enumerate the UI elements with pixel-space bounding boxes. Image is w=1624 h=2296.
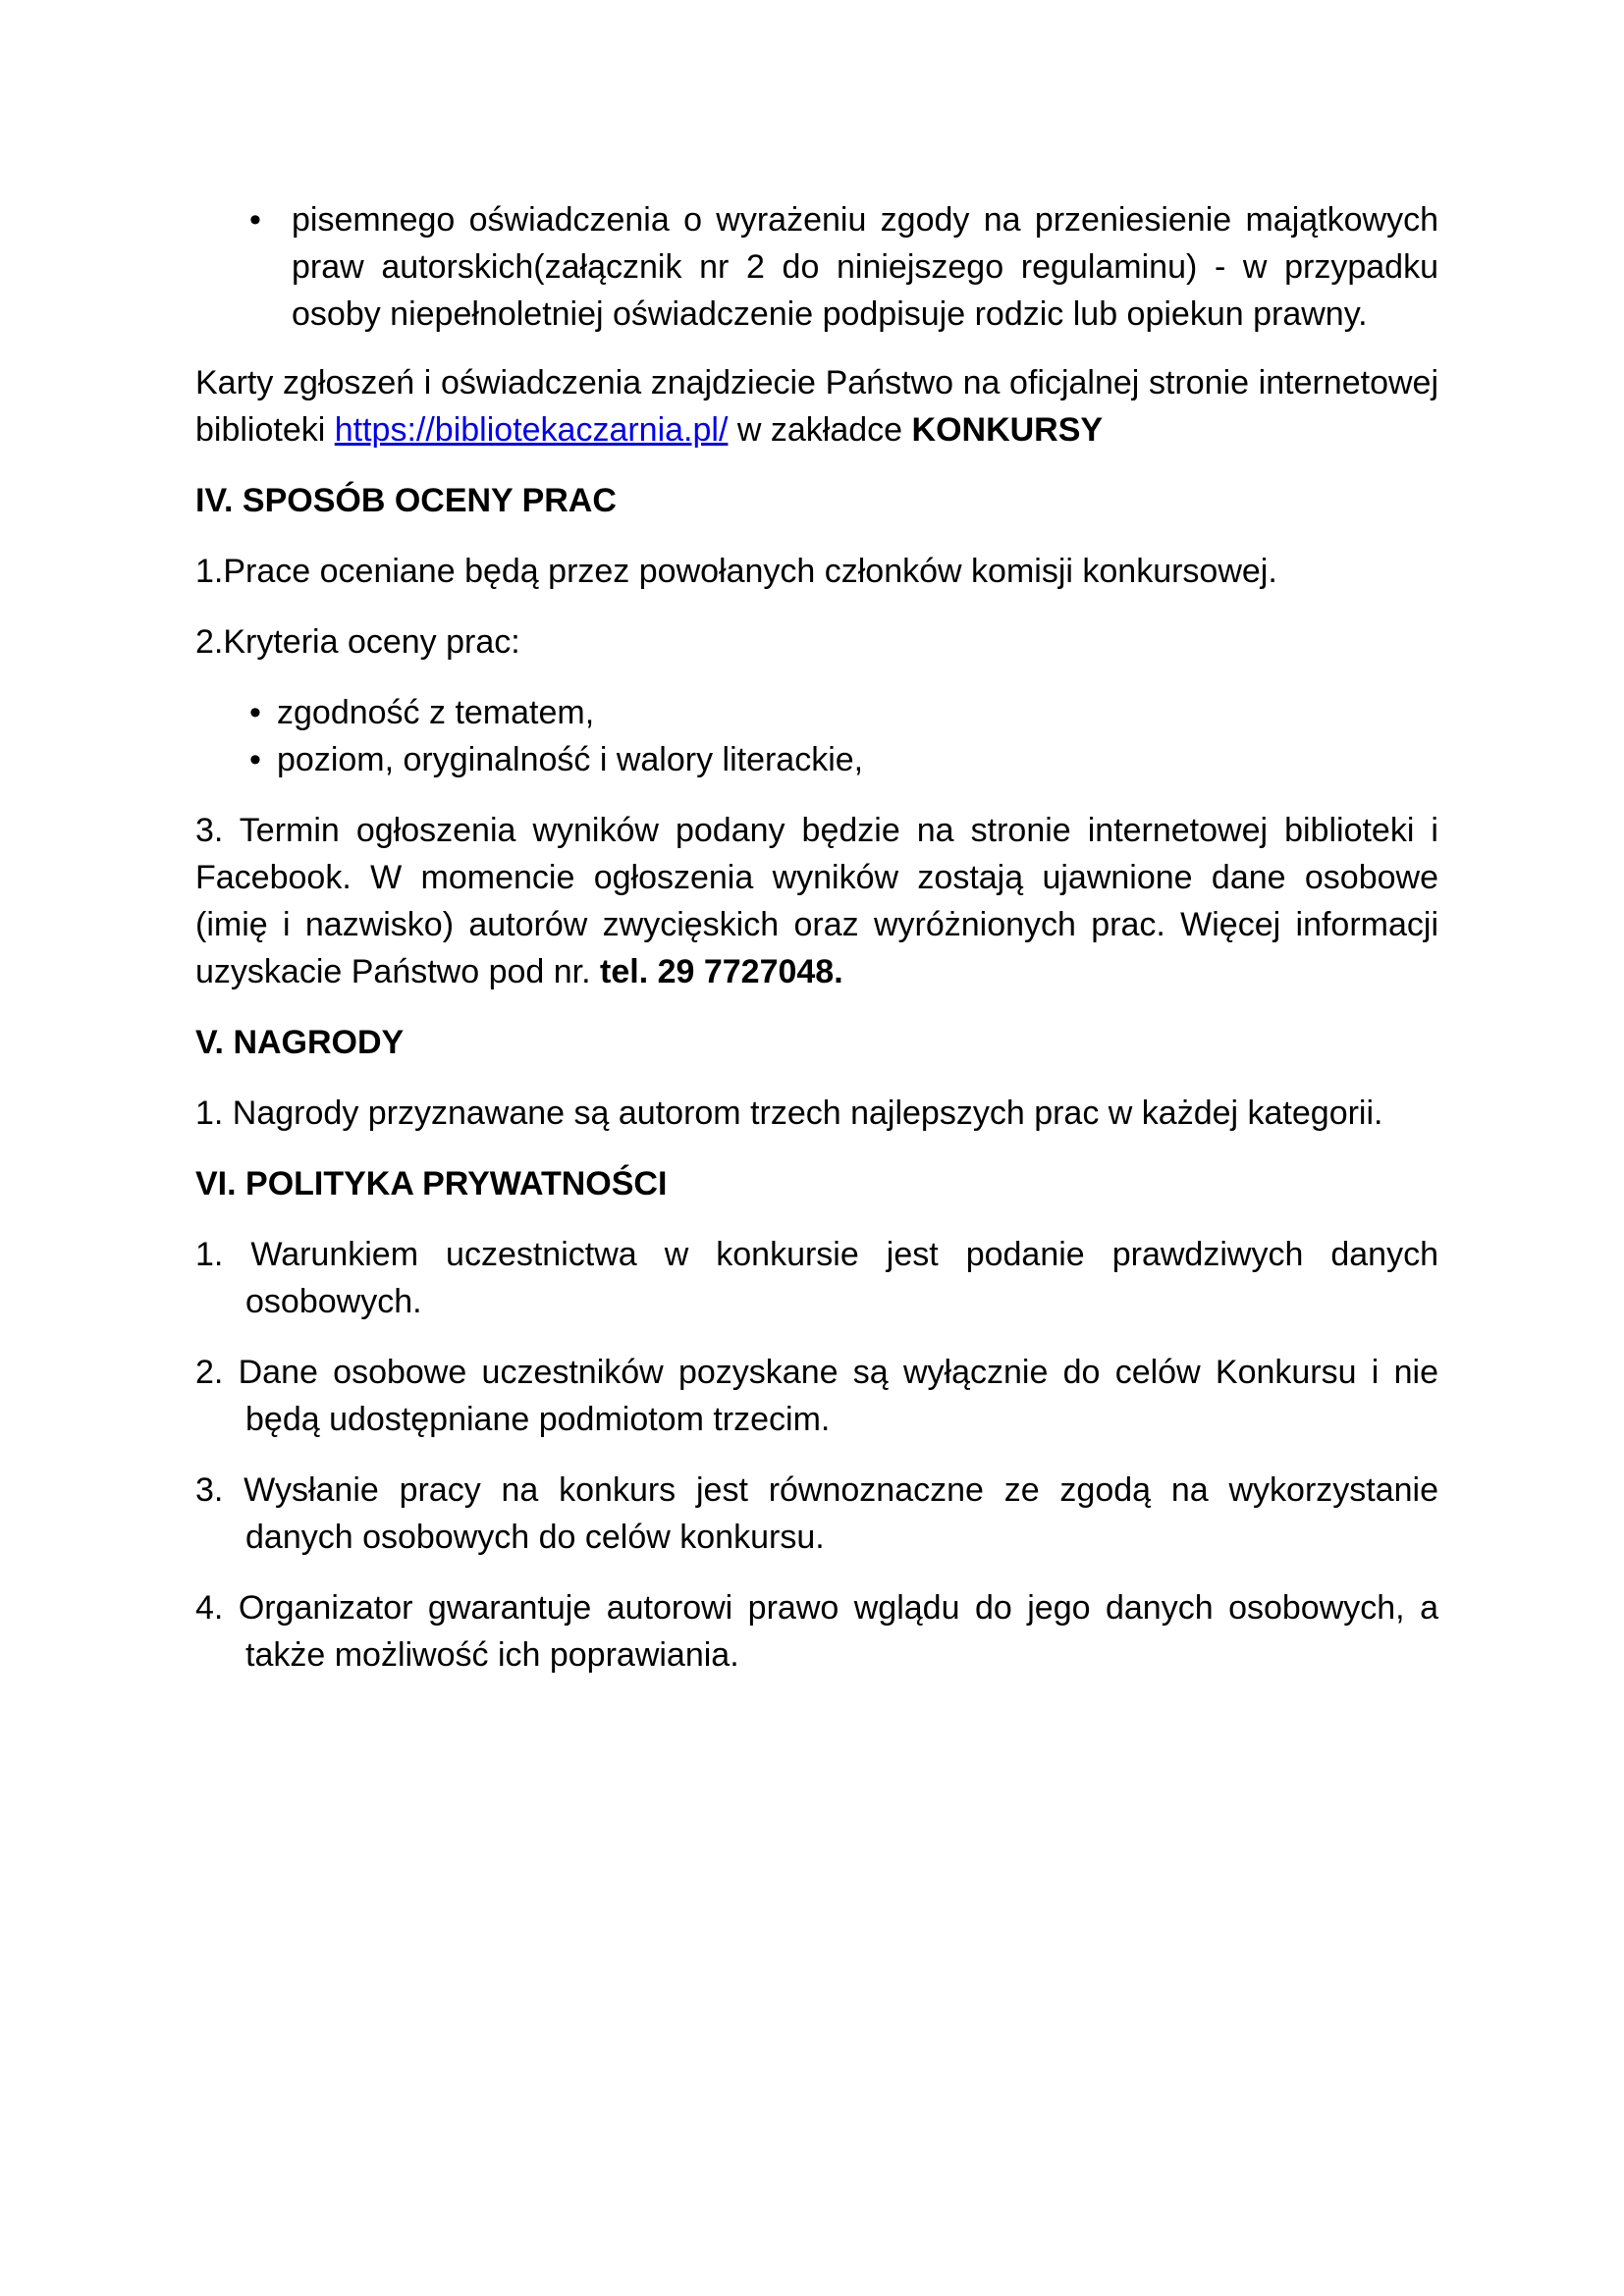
bullet-icon: •: [249, 201, 261, 239]
section-iv-point-1: 1.Prace oceniane będą przez powołanych członków komisji konkursowej.: [195, 553, 1277, 590]
results-announcement-text: 3. Termin ogłoszenia wyników podany będzie na stronie internetowej biblioteki i Facebook. W momencie ogłoszenia wyników zostają ujawnione dane osobowe (imię i nazwisko) autorów zwycięskich oraz wyróżnionych prac. Więcej informacji uzyskacie Państwo pod nr.: [195, 812, 1438, 990]
criteria-list-item: [195, 689, 1438, 736]
privacy-item-4: 4. Organizator gwarantuje autorowi prawo wglądu do jego danych osobowych, a także możliwość ich poprawiania.: [195, 1589, 1438, 1674]
library-website-link[interactable]: https://bibliotekaczarnia.pl/: [334, 411, 729, 449]
section-iv-point-2: 2.Kryteria oceny prac:: [195, 623, 520, 661]
konkursy-tab-name: KONKURSY: [911, 411, 1104, 449]
document-page: [195, 196, 1438, 1679]
phone-number: tel. 29 7727048.: [600, 953, 843, 990]
consent-bullet-item: [195, 196, 1438, 338]
bullet-icon: •: [249, 741, 261, 778]
privacy-item-2: 2. Dane osobowe uczestników pozyskane są wyłącznie do celów Konkursu i nie będą udostępniane podmiotom trzecim.: [195, 1354, 1438, 1438]
section-iv-heading: IV. SPOSÓB OCENY PRAC: [195, 482, 617, 519]
criteria-list: [195, 689, 1438, 783]
privacy-item-1: 1. Warunkiem uczestnictwa w konkursie jest podanie prawdziwych danych osobowych.: [195, 1236, 1438, 1320]
bullet-icon: •: [249, 694, 261, 731]
section-iv-point-3: [195, 807, 1438, 995]
criteria-item-text: poziom, oryginalność i walory literackie,: [277, 741, 864, 778]
privacy-item-3: 3. Wysłanie pracy na konkurs jest równoznaczne ze zgodą na wykorzystanie danych osobowych do celów konkursu.: [195, 1471, 1438, 1556]
criteria-list-item: [195, 736, 1438, 783]
section-v-point-1: 1. Nagrody przyznawane są autorom trzech najlepszych prac w każdej kategorii.: [195, 1095, 1383, 1132]
section-vi-heading: VI. POLITYKA PRYWATNOŚCI: [195, 1165, 668, 1202]
forms-paragraph-suffix: w zakładce: [728, 411, 912, 449]
forms-paragraph: [195, 359, 1438, 454]
forms-paragraph-text: Karty zgłoszeń i oświadczenia znajdziecie Państwo na oficjalnej stronie internetowej biblioteki: [195, 364, 1438, 449]
criteria-item-text: zgodność z tematem,: [277, 694, 595, 731]
section-v-heading: V. NAGRODY: [195, 1024, 405, 1061]
consent-bullet-text: pisemnego oświadczenia o wyrażeniu zgody na przeniesienie majątkowych praw autorskich(załącznik nr 2 do niniejszego regulaminu) - w przypadku osoby niepełnoletniej oświadczenie podpisuje rodzic lub opiekun prawny.: [292, 201, 1438, 333]
